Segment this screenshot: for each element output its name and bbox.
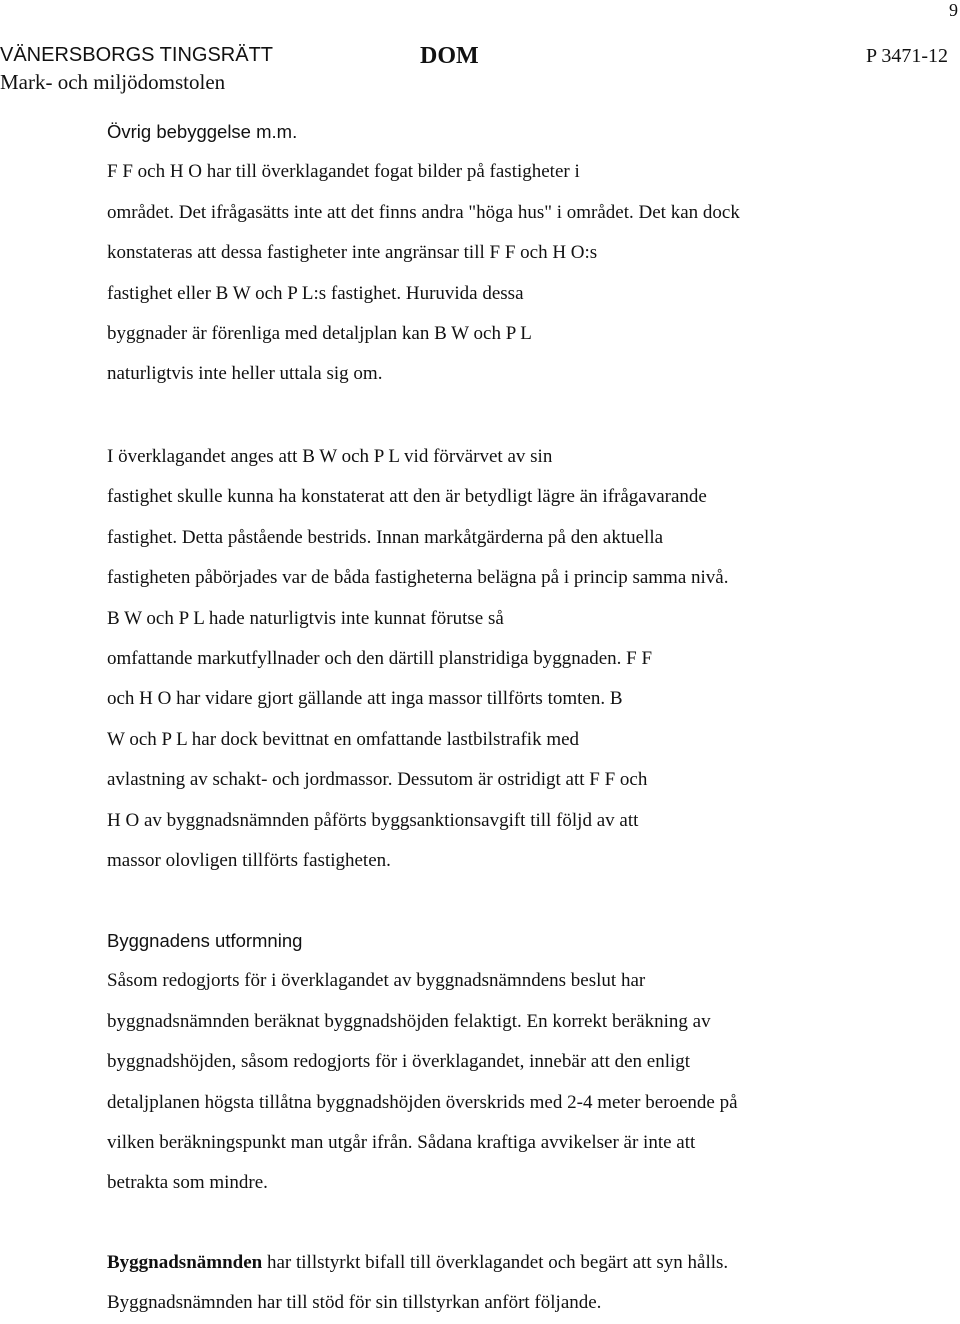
case-number: P 3471-12 bbox=[865, 45, 948, 67]
section-building-design bbox=[107, 921, 907, 1204]
paragraph-line: betrakta som mindre. bbox=[107, 1172, 268, 1194]
paragraph-line: vilken beräkningspunkt man utgår ifrån. Sådana kraftiga avvikelser är inte att bbox=[107, 1132, 696, 1154]
section-building-committee bbox=[107, 1243, 907, 1324]
paragraph-line: B W och P L hade naturligtvis inte kunnat förutse så bbox=[107, 607, 504, 629]
paragraph-line: byggnadshöjden, såsom redogjorts för i överklagandet, innebär att den enligt bbox=[107, 1051, 691, 1073]
paragraph-line: I överklagandet anges att B W och P L vid förvärvet av sin bbox=[107, 446, 553, 467]
paragraph-line: detaljplanen högsta tillåtna byggnadshöjden överskrids med 2-4 meter beroende på bbox=[107, 1091, 738, 1113]
paragraph-line: massor olovligen tillförts fastigheten. bbox=[107, 850, 391, 872]
paragraph-line: avlastning av schakt- och jordmassor. Dessutom är ostridigt att F F och bbox=[107, 769, 648, 791]
paragraph-line: H O av byggnadsnämnden påförts byggsanktionsavgift till följd av att bbox=[107, 809, 639, 831]
section-acquisition bbox=[107, 437, 907, 881]
paragraph-line: fastighet eller B W och P L:s fastighet. Huruvida dessa bbox=[107, 282, 524, 304]
section-heading: Byggnadens utformning bbox=[107, 930, 303, 951]
paragraph-line: Byggnadsnämnden har till stöd för sin tillstyrkan anfört följande. bbox=[107, 1292, 602, 1314]
paragraph-line: W och P L har dock bevittnat en omfattande lastbilstrafik med bbox=[107, 728, 580, 750]
paragraph-line: F F och H O har till överklagandet fogat bilder på fastigheter i bbox=[107, 161, 580, 183]
document-type: DOM bbox=[420, 43, 479, 69]
paragraph-line: naturligtvis inte heller uttala sig om. bbox=[107, 363, 383, 385]
paragraph-line: fastigheten påbörjades var de båda fastigheterna belägna på i princip samma nivå. bbox=[107, 567, 729, 589]
paragraph-line: och H O har vidare gjort gällande att inga massor tillförts tomten. B bbox=[107, 688, 623, 710]
bold-lead-term: Byggnadsnämnden bbox=[107, 1252, 263, 1273]
court-name: VÄNERSBORGS TINGSRÄTT bbox=[0, 44, 274, 66]
paragraph-line: området. Det ifrågasätts inte att det finns andra "höga hus" i området. Det kan dock bbox=[107, 201, 740, 223]
paragraph-line bbox=[107, 1243, 907, 1283]
paragraph-line: byggnadsnämnden beräknat byggnadshöjden felaktigt. En korrekt beräkning av bbox=[107, 1010, 711, 1032]
section-heading: Övrig bebyggelse m.m. bbox=[107, 121, 298, 142]
lead-rest: har tillstyrkt bifall till överklagandet och begärt att syn hålls. bbox=[262, 1252, 729, 1273]
paragraph-line: konstateras att dessa fastigheter inte angränsar till F F och H O:s bbox=[107, 242, 598, 264]
paragraph-line: byggnader är förenliga med detaljplan kan B W och P L bbox=[107, 323, 532, 345]
page-number: 9 bbox=[949, 0, 958, 20]
paragraph-line: omfattande markutfyllnader och den därtill planstridiga byggnaden. F F bbox=[107, 648, 653, 670]
paragraph-line: Såsom redogjorts för i överklagandet av byggnadsnämndens beslut har bbox=[107, 970, 646, 992]
paragraph-line: fastighet skulle kunna ha konstaterat att den är betydligt lägre än ifrågavarande bbox=[107, 486, 707, 508]
court-division: Mark- och miljödomstolen bbox=[0, 70, 226, 94]
paragraph-line: fastighet. Detta påstående bestrids. Innan markåtgärderna på den aktuella bbox=[107, 526, 664, 548]
section-other-buildings bbox=[107, 112, 907, 395]
